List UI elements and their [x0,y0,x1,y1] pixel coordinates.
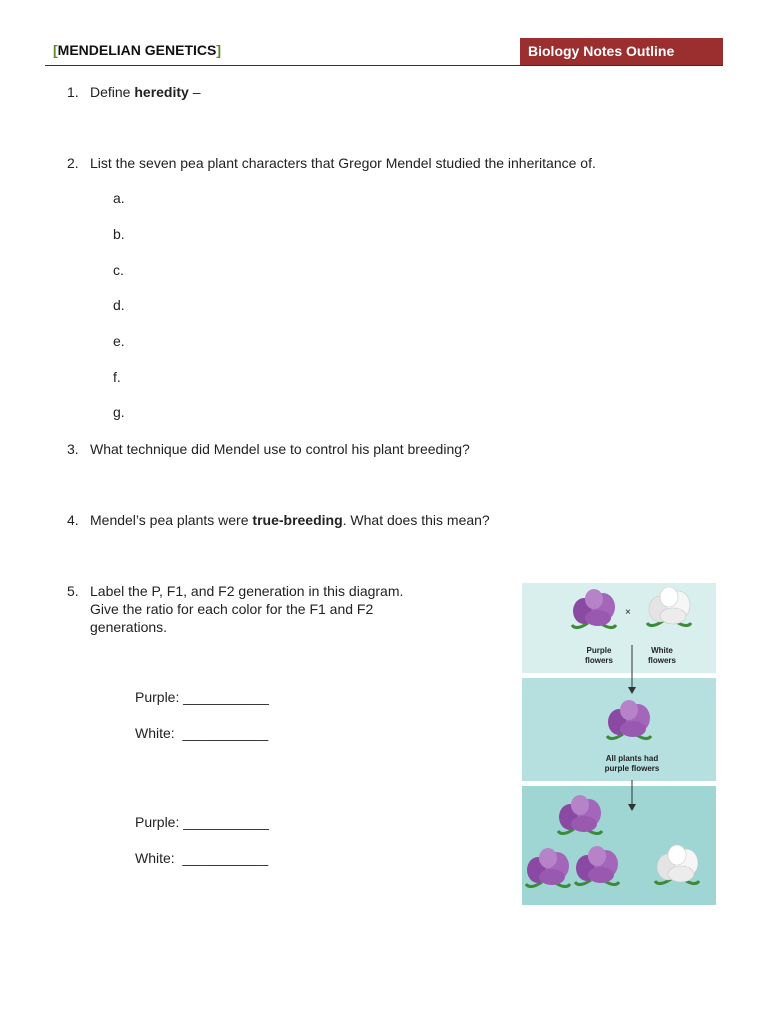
list-item-e: e. [113,333,125,349]
answer-white-f2 [135,850,268,866]
question-line: Label the P, F1, and F2 generation in this diagram. [90,583,404,599]
question-number: 4. [67,512,79,528]
question-text [90,582,403,636]
list-item-f: f. [113,369,121,385]
list-item-c: c. [113,262,124,278]
diagram-graphic [522,583,716,905]
answer-white-f1 [135,725,268,741]
label-line: White [651,646,673,655]
cross-symbol: × [625,607,631,618]
question-text: List the seven pea plant characters that Gregor Mendel studied the inheritance of. [90,155,596,171]
list-item-b: b. [113,226,125,242]
f1-result-label [592,754,672,774]
question-5 [67,582,403,636]
question-term: heredity [134,84,189,100]
question-text: Mendel’s pea plants were [90,512,253,528]
answer-purple-f2 [135,814,269,830]
question-number: 5. [67,583,79,599]
list-item-d: d. [113,297,125,313]
label-line: Purple [586,646,612,655]
purple-flowers-label [579,646,619,666]
answer-blank[interactable]: ___________ [183,689,269,705]
header-divider [45,65,723,66]
document-title: MENDELIAN GENETICS [57,42,217,58]
genetics-diagram [522,583,716,905]
question-3 [67,440,470,458]
question-2 [67,154,596,172]
question-text: Define [90,84,135,100]
label-line: All plants had [605,754,659,763]
question-number: 2. [67,155,79,171]
list-item-g: g. [113,404,125,420]
question-term: true-breeding [252,512,343,528]
answer-label: Purple: [135,689,180,705]
bracket-open: [ [53,42,58,58]
label-line: purple flowers [604,764,660,773]
question-line: generations. [90,619,168,635]
header-title [53,42,221,58]
answer-blank[interactable]: ___________ [182,725,269,741]
label-line: flowers [647,656,676,665]
question-line: Give the ratio for each color for the F1 and F2 [90,601,374,617]
question-number: 3. [67,441,79,457]
header-tag: Biology Notes Outline [520,38,723,65]
question-4 [67,511,490,529]
answer-label: Purple: [135,814,180,830]
question-text: What technique did Mendel use to control his plant breeding? [90,441,470,457]
question-1 [67,83,201,101]
list-item-a: a. [113,190,125,206]
question-number: 1. [67,84,79,100]
question-text-end: – [188,84,201,100]
answer-blank[interactable]: ___________ [183,814,269,830]
answer-purple-f1 [135,689,269,705]
answer-label: White: [135,725,175,741]
answer-blank[interactable]: ___________ [182,850,269,866]
label-line: flowers [584,656,613,665]
answer-label: White: [135,850,175,866]
white-flowers-label [642,646,682,666]
bracket-close: ] [216,42,222,58]
question-text-end: . What does this mean? [342,512,490,528]
